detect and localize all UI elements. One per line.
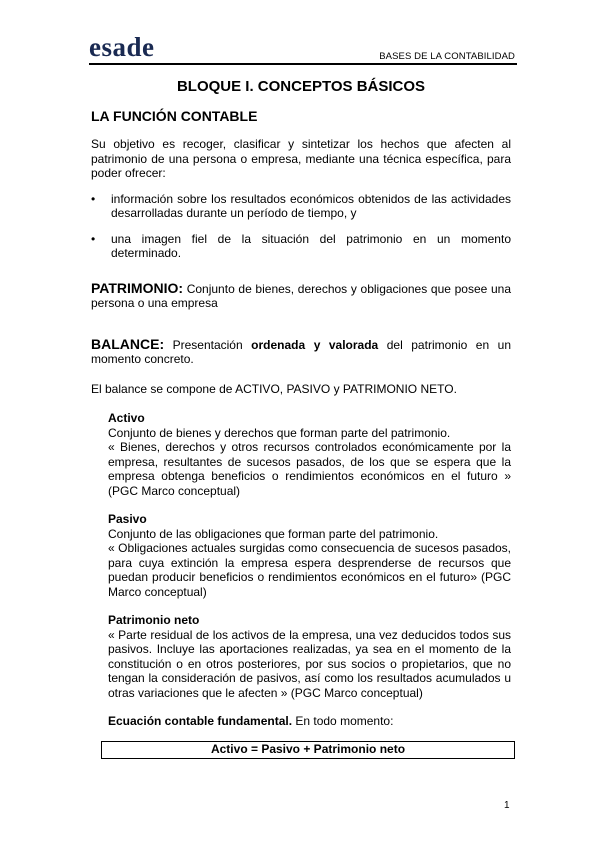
ecuacion-label: Ecuación contable fundamental.: [108, 714, 293, 728]
list-item: [91, 232, 511, 261]
balance-term: BALANCE:: [91, 335, 165, 352]
balance-components: [108, 411, 511, 729]
ecuacion-rest: En todo momento:: [292, 714, 394, 728]
ecuacion-intro: [108, 714, 511, 729]
patrimonio-definition-text: Conjunto de bienes, derechos y obligaciones que posee una persona o una empresa: [91, 281, 511, 310]
patrimonio-definition: [91, 281, 511, 311]
ecuacion-formula-box: Activo = Pasivo + Patrimonio neto: [101, 741, 515, 759]
running-header-title: BASES DE LA CONTABILIDAD: [379, 51, 515, 62]
patrimonio-neto-heading: Patrimonio neto: [108, 613, 200, 627]
balance-def-post: del patrimonio en un momento concreto.: [91, 337, 511, 366]
page-title: BLOQUE I. CONCEPTOS BÁSICOS: [176, 78, 426, 95]
activo-quote: « Bienes, derechos y otros recursos controlados económicamente por la empresa, resultantes de sucesos pasados, de los que se espera que la empresa obtenga beneficios o rendimientos económicos en el futuro » (PGC Marco conceptual): [108, 440, 511, 498]
balance-composition: El balance se compone de ACTIVO, PASIVO y PATRIMONIO NETO.: [91, 381, 457, 396]
esade-logo: esade: [89, 32, 155, 62]
list-item: [91, 192, 511, 221]
balance-def-pre: Presentación: [164, 337, 252, 352]
page-number: 1: [504, 800, 510, 811]
funcion-bullet-list: [91, 192, 511, 261]
balance-def-bold: ordenada y valorada: [251, 337, 379, 352]
activo-heading: Activo: [108, 411, 145, 425]
pasivo-heading: Pasivo: [108, 512, 147, 526]
bullet-text: una imagen fiel de la situación del patrimonio en un momento determinado.: [111, 231, 511, 260]
balance-definition: [91, 337, 511, 367]
bullet-icon: •: [91, 231, 96, 246]
page-body: [91, 78, 511, 759]
pasivo-quote: « Obligaciones actuales surgidas como consecuencia de sucesos pasados, para cuya extinción la empresa espera desprenderse de recursos que puedan producir beneficios o rendimientos económicos en el futuro» (PGC Marco conceptual): [108, 541, 511, 599]
activo-definition: Conjunto de bienes y derechos que forman parte del patrimonio.: [108, 425, 451, 440]
bullet-icon: •: [91, 191, 96, 206]
pasivo-definition: Conjunto de las obligaciones que forman parte del patrimonio.: [108, 526, 439, 541]
header-divider: [89, 63, 517, 65]
bullet-text: información sobre los resultados económicos obtenidos de las actividades desarrolladas durante un período de tiempo, y: [111, 191, 511, 220]
section-heading-funcion-contable: LA FUNCIÓN CONTABLE: [91, 108, 258, 124]
funcion-intro-paragraph: Su objetivo es recoger, clasificar y sintetizar los hechos que afecten al patrimonio de una persona o empresa, mediante una técnica específica, para poder ofrecer:: [91, 137, 511, 180]
patrimonio-neto-quote: « Parte residual de los activos de la empresa, una vez deducidos todos sus pasivos. Incluye las aportaciones realizadas, ya sea en el momento de la constitución o en otros posteriores, por sus socios o propietarios, que no tengan la consideración de pasivos, así como los resultados acumulados u otras variaciones que le afecten » (PGC Marco conceptual): [108, 627, 511, 700]
patrimonio-term: PATRIMONIO:: [91, 279, 184, 296]
